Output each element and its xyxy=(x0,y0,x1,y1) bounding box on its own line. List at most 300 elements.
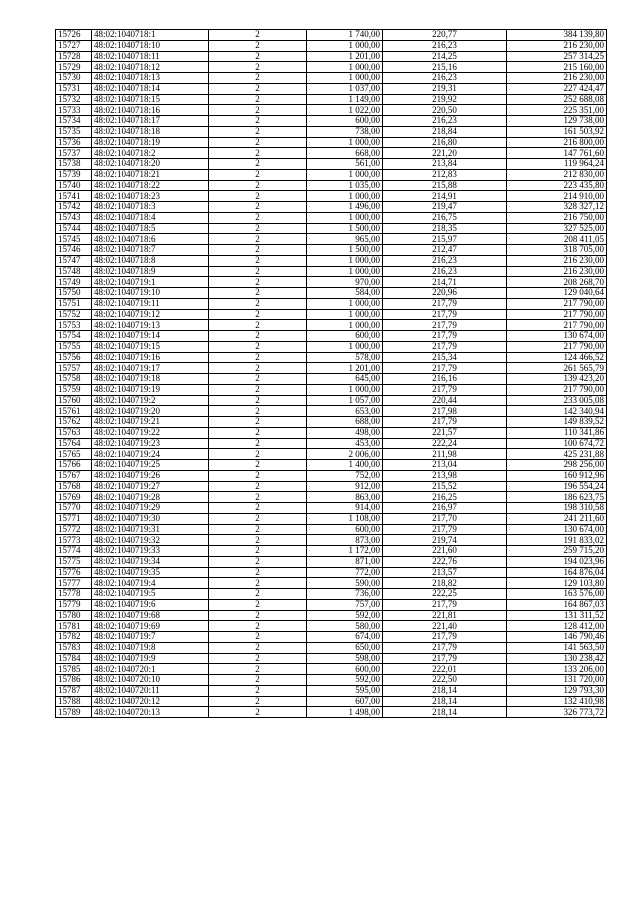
category-code-cell: 2 xyxy=(209,298,307,309)
row-number-cell: 15757 xyxy=(56,363,92,374)
table-row xyxy=(56,62,607,73)
area-value-cell: 674,00 xyxy=(307,632,383,643)
specific-value-cell: 217,79 xyxy=(383,384,507,395)
specific-value-cell: 222,76 xyxy=(383,556,507,567)
row-number-cell: 15772 xyxy=(56,524,92,535)
table-row xyxy=(56,73,607,84)
cadastral-number-cell: 48:02:1040720:12 xyxy=(92,696,209,707)
cadastral-number-cell: 48:02:1040719:69 xyxy=(92,621,209,632)
area-value-cell: 871,00 xyxy=(307,556,383,567)
specific-value-cell: 220,44 xyxy=(383,395,507,406)
area-value-cell: 578,00 xyxy=(307,352,383,363)
table-row xyxy=(56,589,607,600)
cadastral-number-cell: 48:02:1040719:16 xyxy=(92,352,209,363)
cadastral-number-cell: 48:02:1040718:22 xyxy=(92,180,209,191)
row-number-cell: 15729 xyxy=(56,62,92,73)
cadastral-value-cell: 164 876,04 xyxy=(507,567,607,578)
category-code-cell: 2 xyxy=(209,116,307,127)
row-number-cell: 15748 xyxy=(56,266,92,277)
specific-value-cell: 220,77 xyxy=(383,30,507,41)
specific-value-cell: 215,52 xyxy=(383,481,507,492)
category-code-cell: 2 xyxy=(209,395,307,406)
cadastral-number-cell: 48:02:1040719:13 xyxy=(92,320,209,331)
table-row xyxy=(56,94,607,105)
area-value-cell: 600,00 xyxy=(307,116,383,127)
table-row xyxy=(56,535,607,546)
cadastral-value-cell: 196 554,24 xyxy=(507,481,607,492)
cadastral-value-cell: 130 674,00 xyxy=(507,331,607,342)
specific-value-cell: 216,80 xyxy=(383,137,507,148)
row-number-cell: 15735 xyxy=(56,126,92,137)
cadastral-number-cell: 48:02:1040718:13 xyxy=(92,73,209,84)
table-row xyxy=(56,374,607,385)
table-row xyxy=(56,51,607,62)
table-row xyxy=(56,320,607,331)
cadastral-number-cell: 48:02:1040719:18 xyxy=(92,374,209,385)
row-number-cell: 15755 xyxy=(56,341,92,352)
specific-value-cell: 216,97 xyxy=(383,503,507,514)
area-value-cell: 1 000,00 xyxy=(307,341,383,352)
row-number-cell: 15759 xyxy=(56,384,92,395)
cadastral-value-cell: 215 160,00 xyxy=(507,62,607,73)
category-code-cell: 2 xyxy=(209,524,307,535)
specific-value-cell: 217,79 xyxy=(383,653,507,664)
cadastral-value-cell: 212 830,00 xyxy=(507,169,607,180)
cadastral-value-cell: 241 211,60 xyxy=(507,513,607,524)
table-row xyxy=(56,664,607,675)
cadastral-number-cell: 48:02:1040719:9 xyxy=(92,653,209,664)
specific-value-cell: 221,60 xyxy=(383,546,507,557)
cadastral-value-cell: 149 839,52 xyxy=(507,417,607,428)
specific-value-cell: 216,23 xyxy=(383,266,507,277)
cadastral-value-cell: 194 023,96 xyxy=(507,556,607,567)
area-value-cell: 1 498,00 xyxy=(307,707,383,718)
table-row xyxy=(56,277,607,288)
row-number-cell: 15739 xyxy=(56,169,92,180)
specific-value-cell: 217,79 xyxy=(383,417,507,428)
cadastral-number-cell: 48:02:1040718:20 xyxy=(92,159,209,170)
cadastral-value-cell: 217 790,00 xyxy=(507,298,607,309)
specific-value-cell: 222,24 xyxy=(383,438,507,449)
table-row xyxy=(56,126,607,137)
area-value-cell: 752,00 xyxy=(307,470,383,481)
category-code-cell: 2 xyxy=(209,331,307,342)
category-code-cell: 2 xyxy=(209,126,307,137)
row-number-cell: 15753 xyxy=(56,320,92,331)
cadastral-number-cell: 48:02:1040719:68 xyxy=(92,610,209,621)
row-number-cell: 15746 xyxy=(56,245,92,256)
cadastral-number-cell: 48:02:1040718:11 xyxy=(92,51,209,62)
category-code-cell: 2 xyxy=(209,642,307,653)
table-row xyxy=(56,341,607,352)
area-value-cell: 1 000,00 xyxy=(307,255,383,266)
row-number-cell: 15762 xyxy=(56,417,92,428)
area-value-cell: 1 000,00 xyxy=(307,62,383,73)
area-value-cell: 912,00 xyxy=(307,481,383,492)
row-number-cell: 15734 xyxy=(56,116,92,127)
cadastral-number-cell: 48:02:1040720:10 xyxy=(92,675,209,686)
table-row xyxy=(56,417,607,428)
category-code-cell: 2 xyxy=(209,309,307,320)
cadastral-value-cell: 227 424,47 xyxy=(507,83,607,94)
specific-value-cell: 219,92 xyxy=(383,94,507,105)
category-code-cell: 2 xyxy=(209,632,307,643)
category-code-cell: 2 xyxy=(209,599,307,610)
cadastral-value-cell: 233 005,08 xyxy=(507,395,607,406)
cadastral-value-cell: 298 256,00 xyxy=(507,460,607,471)
cadastral-number-cell: 48:02:1040718:18 xyxy=(92,126,209,137)
row-number-cell: 15726 xyxy=(56,30,92,41)
row-number-cell: 15775 xyxy=(56,556,92,567)
table-row xyxy=(56,223,607,234)
table-row xyxy=(56,202,607,213)
category-code-cell: 2 xyxy=(209,62,307,73)
cadastral-number-cell: 48:02:1040719:2 xyxy=(92,395,209,406)
row-number-cell: 15754 xyxy=(56,331,92,342)
row-number-cell: 15731 xyxy=(56,83,92,94)
area-value-cell: 498,00 xyxy=(307,427,383,438)
area-value-cell: 653,00 xyxy=(307,406,383,417)
cadastral-number-cell: 48:02:1040719:19 xyxy=(92,384,209,395)
category-code-cell: 2 xyxy=(209,449,307,460)
specific-value-cell: 212,83 xyxy=(383,169,507,180)
category-code-cell: 2 xyxy=(209,320,307,331)
cadastral-number-cell: 48:02:1040718:1 xyxy=(92,30,209,41)
cadastral-value-cell: 129 040,64 xyxy=(507,288,607,299)
specific-value-cell: 218,84 xyxy=(383,126,507,137)
cadastral-number-cell: 48:02:1040718:4 xyxy=(92,212,209,223)
category-code-cell: 2 xyxy=(209,406,307,417)
table-row xyxy=(56,610,607,621)
row-number-cell: 15771 xyxy=(56,513,92,524)
row-number-cell: 15737 xyxy=(56,148,92,159)
row-number-cell: 15727 xyxy=(56,40,92,51)
area-value-cell: 1 000,00 xyxy=(307,169,383,180)
specific-value-cell: 218,14 xyxy=(383,707,507,718)
category-code-cell: 2 xyxy=(209,234,307,245)
table-row xyxy=(56,632,607,643)
area-value-cell: 757,00 xyxy=(307,599,383,610)
row-number-cell: 15786 xyxy=(56,675,92,686)
cadastral-number-cell: 48:02:1040719:8 xyxy=(92,642,209,653)
cadastral-value-cell: 216 230,00 xyxy=(507,73,607,84)
table-row xyxy=(56,438,607,449)
area-value-cell: 1 035,00 xyxy=(307,180,383,191)
row-number-cell: 15784 xyxy=(56,653,92,664)
cadastral-value-cell: 326 773,72 xyxy=(507,707,607,718)
category-code-cell: 2 xyxy=(209,180,307,191)
row-number-cell: 15756 xyxy=(56,352,92,363)
table-row xyxy=(56,470,607,481)
row-number-cell: 15751 xyxy=(56,298,92,309)
cadastral-value-cell: 119 964,24 xyxy=(507,159,607,170)
row-number-cell: 15743 xyxy=(56,212,92,223)
category-code-cell: 2 xyxy=(209,83,307,94)
table-row xyxy=(56,599,607,610)
cadastral-number-cell: 48:02:1040719:26 xyxy=(92,470,209,481)
specific-value-cell: 222,50 xyxy=(383,675,507,686)
area-value-cell: 592,00 xyxy=(307,675,383,686)
cadastral-number-cell: 48:02:1040718:17 xyxy=(92,116,209,127)
cadastral-number-cell: 48:02:1040718:9 xyxy=(92,266,209,277)
specific-value-cell: 219,31 xyxy=(383,83,507,94)
cadastral-value-cell: 130 238,42 xyxy=(507,653,607,664)
cadastral-number-cell: 48:02:1040719:35 xyxy=(92,567,209,578)
category-code-cell: 2 xyxy=(209,212,307,223)
category-code-cell: 2 xyxy=(209,535,307,546)
cadastral-value-cell: 110 341,86 xyxy=(507,427,607,438)
category-code-cell: 2 xyxy=(209,513,307,524)
cadastral-number-cell: 48:02:1040719:32 xyxy=(92,535,209,546)
category-code-cell: 2 xyxy=(209,470,307,481)
category-code-cell: 2 xyxy=(209,73,307,84)
specific-value-cell: 217,79 xyxy=(383,599,507,610)
specific-value-cell: 220,50 xyxy=(383,105,507,116)
row-number-cell: 15763 xyxy=(56,427,92,438)
cadastral-value-cell: 217 790,00 xyxy=(507,309,607,320)
cadastral-value-cell: 261 565,79 xyxy=(507,363,607,374)
cadastral-number-cell: 48:02:1040719:24 xyxy=(92,449,209,460)
category-code-cell: 2 xyxy=(209,40,307,51)
cadastral-number-cell: 48:02:1040719:34 xyxy=(92,556,209,567)
specific-value-cell: 216,23 xyxy=(383,40,507,51)
area-value-cell: 1 400,00 xyxy=(307,460,383,471)
category-code-cell: 2 xyxy=(209,481,307,492)
area-value-cell: 965,00 xyxy=(307,234,383,245)
cadastral-number-cell: 48:02:1040719:23 xyxy=(92,438,209,449)
category-code-cell: 2 xyxy=(209,384,307,395)
specific-value-cell: 219,74 xyxy=(383,535,507,546)
cadastral-number-cell: 48:02:1040719:14 xyxy=(92,331,209,342)
category-code-cell: 2 xyxy=(209,352,307,363)
row-number-cell: 15733 xyxy=(56,105,92,116)
row-number-cell: 15742 xyxy=(56,202,92,213)
row-number-cell: 15764 xyxy=(56,438,92,449)
cadastral-value-cell: 327 525,00 xyxy=(507,223,607,234)
table-row xyxy=(56,675,607,686)
row-number-cell: 15732 xyxy=(56,94,92,105)
cadastral-number-cell: 48:02:1040718:12 xyxy=(92,62,209,73)
cadastral-value-table xyxy=(55,29,607,718)
area-value-cell: 1 000,00 xyxy=(307,298,383,309)
category-code-cell: 2 xyxy=(209,137,307,148)
table-row xyxy=(56,159,607,170)
category-code-cell: 2 xyxy=(209,105,307,116)
row-number-cell: 15766 xyxy=(56,460,92,471)
table-row xyxy=(56,137,607,148)
cadastral-number-cell: 48:02:1040718:5 xyxy=(92,223,209,234)
category-code-cell: 2 xyxy=(209,417,307,428)
cadastral-value-cell: 132 410,98 xyxy=(507,696,607,707)
cadastral-value-cell: 214 910,00 xyxy=(507,191,607,202)
row-number-cell: 15782 xyxy=(56,632,92,643)
cadastral-value-cell: 225 351,00 xyxy=(507,105,607,116)
area-value-cell: 1 172,00 xyxy=(307,546,383,557)
category-code-cell: 2 xyxy=(209,245,307,256)
cadastral-value-cell: 217 790,00 xyxy=(507,384,607,395)
category-code-cell: 2 xyxy=(209,653,307,664)
area-value-cell: 1 201,00 xyxy=(307,363,383,374)
cadastral-number-cell: 48:02:1040719:7 xyxy=(92,632,209,643)
category-code-cell: 2 xyxy=(209,492,307,503)
specific-value-cell: 217,79 xyxy=(383,632,507,643)
table-row xyxy=(56,578,607,589)
cadastral-value-cell: 217 790,00 xyxy=(507,320,607,331)
cadastral-number-cell: 48:02:1040718:21 xyxy=(92,169,209,180)
specific-value-cell: 216,25 xyxy=(383,492,507,503)
area-value-cell: 590,00 xyxy=(307,578,383,589)
category-code-cell: 2 xyxy=(209,567,307,578)
specific-value-cell: 221,81 xyxy=(383,610,507,621)
row-number-cell: 15752 xyxy=(56,309,92,320)
row-number-cell: 15736 xyxy=(56,137,92,148)
specific-value-cell: 219,47 xyxy=(383,202,507,213)
specific-value-cell: 214,71 xyxy=(383,277,507,288)
row-number-cell: 15777 xyxy=(56,578,92,589)
specific-value-cell: 213,98 xyxy=(383,470,507,481)
cadastral-number-cell: 48:02:1040719:27 xyxy=(92,481,209,492)
row-number-cell: 15767 xyxy=(56,470,92,481)
area-value-cell: 1 037,00 xyxy=(307,83,383,94)
specific-value-cell: 214,91 xyxy=(383,191,507,202)
row-number-cell: 15750 xyxy=(56,288,92,299)
category-code-cell: 2 xyxy=(209,266,307,277)
table-row xyxy=(56,524,607,535)
specific-value-cell: 211,98 xyxy=(383,449,507,460)
area-value-cell: 1 000,00 xyxy=(307,320,383,331)
cadastral-number-cell: 48:02:1040719:10 xyxy=(92,288,209,299)
category-code-cell: 2 xyxy=(209,191,307,202)
cadastral-number-cell: 48:02:1040718:16 xyxy=(92,105,209,116)
cadastral-value-cell: 208 411,05 xyxy=(507,234,607,245)
cadastral-value-cell: 328 327,12 xyxy=(507,202,607,213)
area-value-cell: 1 496,00 xyxy=(307,202,383,213)
category-code-cell: 2 xyxy=(209,169,307,180)
category-code-cell: 2 xyxy=(209,341,307,352)
area-value-cell: 736,00 xyxy=(307,589,383,600)
category-code-cell: 2 xyxy=(209,255,307,266)
area-value-cell: 873,00 xyxy=(307,535,383,546)
cadastral-value-cell: 259 715,20 xyxy=(507,546,607,557)
category-code-cell: 2 xyxy=(209,223,307,234)
cadastral-value-cell: 100 674,72 xyxy=(507,438,607,449)
row-number-cell: 15788 xyxy=(56,696,92,707)
area-value-cell: 688,00 xyxy=(307,417,383,428)
cadastral-value-cell: 257 314,25 xyxy=(507,51,607,62)
row-number-cell: 15770 xyxy=(56,503,92,514)
cadastral-number-cell: 48:02:1040718:3 xyxy=(92,202,209,213)
cadastral-number-cell: 48:02:1040719:31 xyxy=(92,524,209,535)
table-row xyxy=(56,288,607,299)
row-number-cell: 15749 xyxy=(56,277,92,288)
area-value-cell: 1 000,00 xyxy=(307,384,383,395)
cadastral-number-cell: 48:02:1040718:15 xyxy=(92,94,209,105)
area-value-cell: 1 108,00 xyxy=(307,513,383,524)
category-code-cell: 2 xyxy=(209,30,307,41)
category-code-cell: 2 xyxy=(209,460,307,471)
specific-value-cell: 217,79 xyxy=(383,320,507,331)
cadastral-value-cell: 129 793,30 xyxy=(507,685,607,696)
cadastral-value-cell: 139 423,20 xyxy=(507,374,607,385)
specific-value-cell: 216,23 xyxy=(383,116,507,127)
row-number-cell: 15769 xyxy=(56,492,92,503)
table-row xyxy=(56,180,607,191)
specific-value-cell: 218,35 xyxy=(383,223,507,234)
category-code-cell: 2 xyxy=(209,438,307,449)
cadastral-value-cell: 129 738,00 xyxy=(507,116,607,127)
cadastral-value-cell: 216 750,00 xyxy=(507,212,607,223)
table-row xyxy=(56,352,607,363)
table-row xyxy=(56,556,607,567)
category-code-cell: 2 xyxy=(209,159,307,170)
cadastral-number-cell: 48:02:1040718:6 xyxy=(92,234,209,245)
area-value-cell: 914,00 xyxy=(307,503,383,514)
row-number-cell: 15779 xyxy=(56,599,92,610)
specific-value-cell: 217,79 xyxy=(383,341,507,352)
category-code-cell: 2 xyxy=(209,503,307,514)
cadastral-number-cell: 48:02:1040719:11 xyxy=(92,298,209,309)
cadastral-value-cell: 186 623,75 xyxy=(507,492,607,503)
cadastral-value-cell: 252 688,08 xyxy=(507,94,607,105)
area-value-cell: 645,00 xyxy=(307,374,383,385)
cadastral-number-cell: 48:02:1040718:23 xyxy=(92,191,209,202)
category-code-cell: 2 xyxy=(209,148,307,159)
area-value-cell: 1 149,00 xyxy=(307,94,383,105)
cadastral-value-cell: 163 576,00 xyxy=(507,589,607,600)
cadastral-number-cell: 48:02:1040719:17 xyxy=(92,363,209,374)
row-number-cell: 15741 xyxy=(56,191,92,202)
category-code-cell: 2 xyxy=(209,589,307,600)
row-number-cell: 15781 xyxy=(56,621,92,632)
specific-value-cell: 213,84 xyxy=(383,159,507,170)
cadastral-value-cell: 141 563,50 xyxy=(507,642,607,653)
specific-value-cell: 215,34 xyxy=(383,352,507,363)
table-row xyxy=(56,406,607,417)
row-number-cell: 15789 xyxy=(56,707,92,718)
row-number-cell: 15745 xyxy=(56,234,92,245)
area-value-cell: 598,00 xyxy=(307,653,383,664)
cadastral-value-cell: 128 412,00 xyxy=(507,621,607,632)
category-code-cell: 2 xyxy=(209,94,307,105)
area-value-cell: 600,00 xyxy=(307,331,383,342)
area-value-cell: 561,00 xyxy=(307,159,383,170)
specific-value-cell: 218,82 xyxy=(383,578,507,589)
category-code-cell: 2 xyxy=(209,363,307,374)
area-value-cell: 607,00 xyxy=(307,696,383,707)
specific-value-cell: 222,25 xyxy=(383,589,507,600)
cadastral-number-cell: 48:02:1040718:19 xyxy=(92,137,209,148)
table-row xyxy=(56,503,607,514)
table-row xyxy=(56,266,607,277)
cadastral-value-cell: 124 466,52 xyxy=(507,352,607,363)
table-row xyxy=(56,653,607,664)
table-row xyxy=(56,395,607,406)
table-row xyxy=(56,40,607,51)
table-row xyxy=(56,255,607,266)
category-code-cell: 2 xyxy=(209,664,307,675)
area-value-cell: 1 000,00 xyxy=(307,191,383,202)
cadastral-number-cell: 48:02:1040719:30 xyxy=(92,513,209,524)
table-row xyxy=(56,567,607,578)
cadastral-value-cell: 160 912,96 xyxy=(507,470,607,481)
table-row xyxy=(56,685,607,696)
area-value-cell: 1 000,00 xyxy=(307,40,383,51)
table-row xyxy=(56,116,607,127)
table-row xyxy=(56,363,607,374)
cadastral-number-cell: 48:02:1040719:15 xyxy=(92,341,209,352)
cadastral-value-cell: 216 230,00 xyxy=(507,40,607,51)
area-value-cell: 1 500,00 xyxy=(307,245,383,256)
